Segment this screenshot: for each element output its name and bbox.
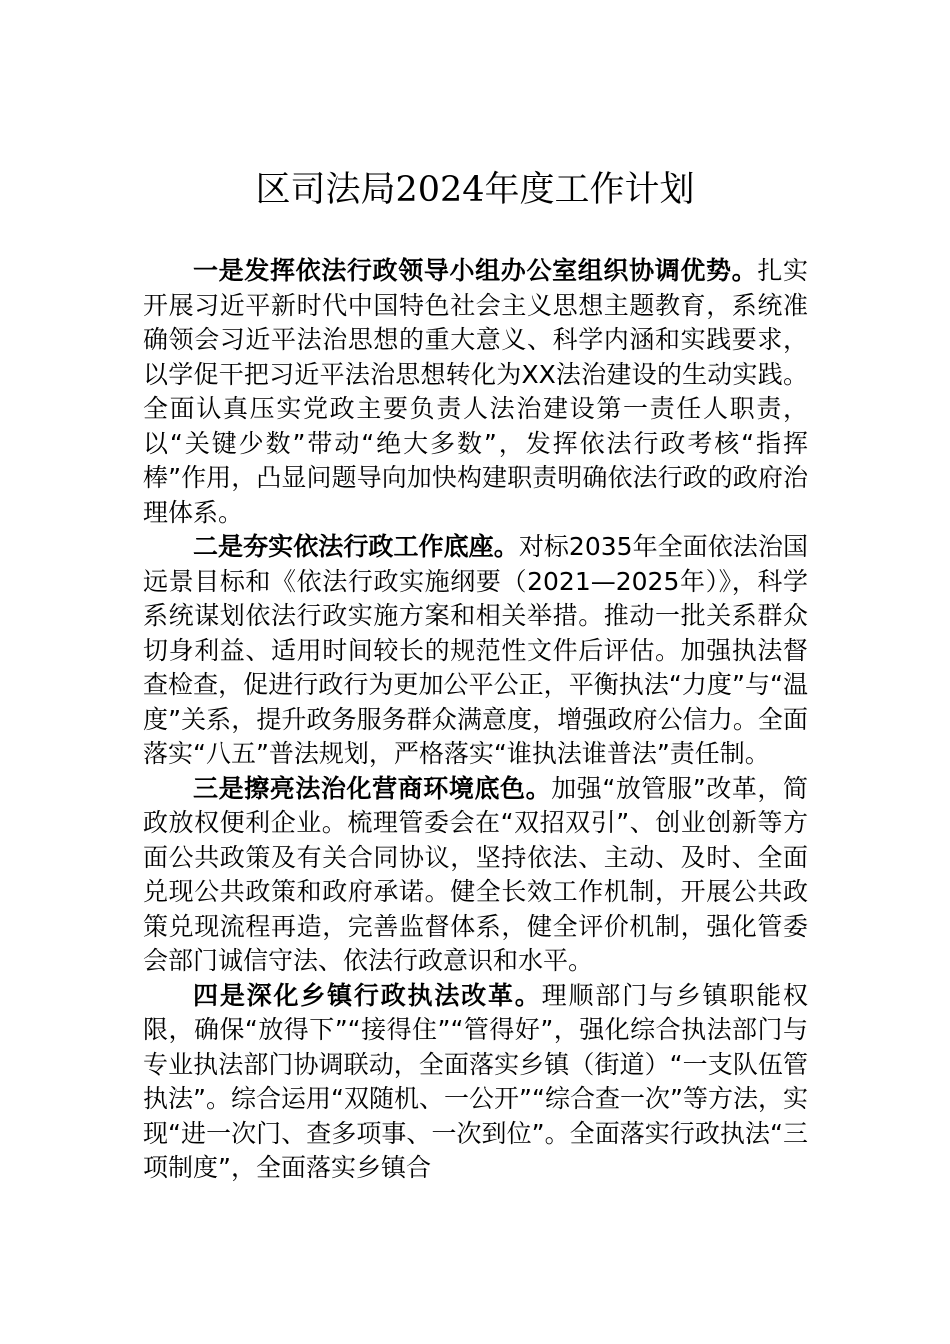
paragraph-2 [143, 530, 808, 772]
paragraph-2-lead: 二是夯实依法行政工作底座。 [193, 532, 519, 561]
paragraph-3-text: 加强“放管服”改革，简政放权便利企业。梳理管委会在“双招双引”、创业创新等方面公共政策及有关合同协议，坚持依法、主动、及时、全面兑现公共政策和政府承诺。健全长效工作机制，开展公共政策兑现流程再造，完善监督体系，健全评价机制，强化管委会部门诚信守法、依法行政意识和水平。 [143, 773, 808, 975]
paragraph-1 [143, 254, 808, 530]
document-body [143, 254, 808, 1186]
paragraph-3-lead: 三是擦亮法治化营商环境底色。 [193, 773, 552, 803]
paragraph-4 [143, 979, 808, 1186]
document-title: 区司法局2024年度工作计划 [255, 170, 695, 210]
paragraph-2-text: 对标2035年全面依法治国远景目标和《依法行政实施纲要（2021—2025年）》，科学系统谋划依法行政实施方案和相关举措。推动一批关系群众切身利益、适用时间较长的规范性文件后评估。加强执法督查检查，促进行政行为更加公平公正，平衡执法“力度”与“温度”关系，提升政务服务群众满意度，增强政府公信力。全面落实“八五”普法规划，严格落实“谁执法谁普法”责任制。 [143, 532, 808, 768]
paragraph-1-text: 扎实开展习近平新时代中国特色社会主义思想主题教育，系统准确领会习近平法治思想的重大意义、科学内涵和实践要求，以学促干把习近平法治思想转化为XX法治建设的生动实践。全面认真压实党政主要负责人法治建设第一责任人职责，以“关键少数”带动“绝大多数”，发挥依法行政考核“指挥棒”作用，凸显问题导向加快构建职责明确依法行政的政府治理体系。 [143, 256, 808, 527]
paragraph-4-text: 理顺部门与乡镇职能权限，确保“放得下”“接得住”“管得好”，强化综合执法部门与专业执法部门协调联动，全面落实乡镇（街道）“一支队伍管执法”。综合运用“双随机、一公开”“综合查一次”等方法，实现“进一次门、查多项事、一次到位”。全面落实行政执法“三项制度”，全面落实乡镇合 [143, 980, 808, 1182]
paragraph-1-lead: 一是发挥依法行政领导小组办公室组织协调优势。 [193, 256, 758, 285]
paragraph-3 [143, 772, 808, 979]
paragraph-4-lead: 四是深化乡镇行政执法改革。 [193, 980, 542, 1010]
